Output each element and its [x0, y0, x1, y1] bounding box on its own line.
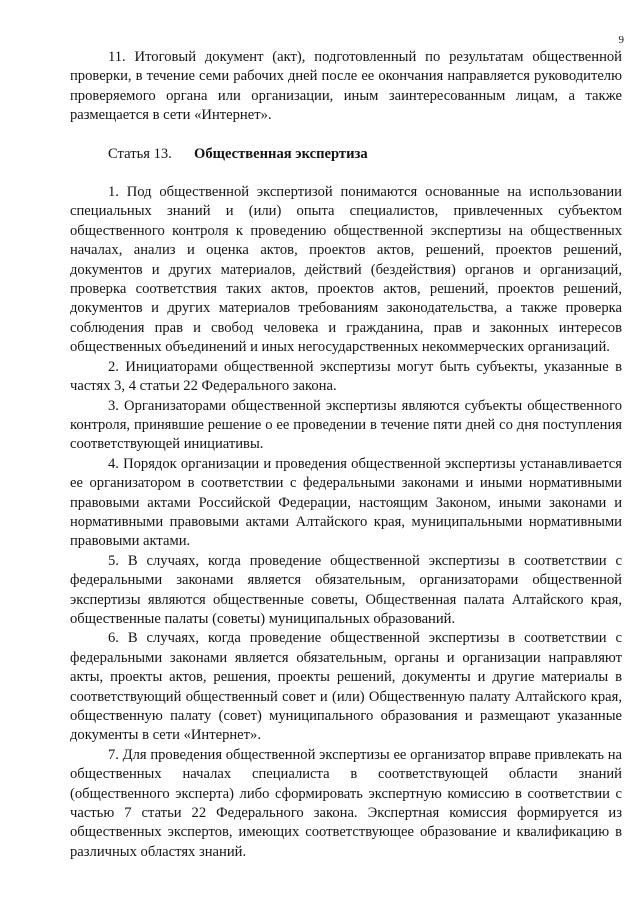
article-paragraph-2: 2. Инициаторами общественной экспертизы могут быть субъекты, указанные в частях 3, 4 статьи 22 Федерального закона. [70, 358, 622, 395]
article-paragraph-5: 5. В случаях, когда проведение общественной экспертизы в соответствии с федеральными законами является обязательным, организаторами общественной экспертизы являются общественные советы, Общественная палата Алтайского края, общественные палаты (советы) муниципальных образований. [70, 552, 622, 627]
article-paragraph-4: 4. Порядок организации и проведения общественной экспертизы устанавливается ее организатором в соответствии с федеральными законами и иными нормативными правовыми актами Российской Федерации, настоящим Законом, иными законами и нормативными правовыми актами Алтайского края, муниципальными нормативными правовыми актами. [70, 455, 622, 550]
article-number: Статья 13. [108, 145, 172, 162]
article-title: Общественная экспертиза [194, 145, 368, 162]
article-paragraph-1: 1. Под общественной экспертизой понимаются основанные на использовании специальных знаний и (или) опыта специалистов, привлеченных субъектом общественного контроля к проведению общественной экспертизы на общественных началах, анализ и оценка актов, проектов актов, решений, проектов решений, документов и других материалов, действий (бездействия) органов и организаций, проверка соответствия таких актов, проектов актов, решений, проектов решений, документов и других материалов требованиям законодательства, а также проверка соблюдения прав и свобод человека и гражданина, прав и законных интересов общественных объединений и иных негосударственных некоммерческих организаций. [70, 184, 622, 356]
document-body [70, 48, 622, 862]
article-paragraph-3: 3. Организаторами общественной экспертизы являются субъекты общественного контроля, принявшие решение о ее проведении в течение пяти дней со дня поступления соответствующей инициативы. [70, 397, 622, 453]
paragraph-11: 11. Итоговый документ (акт), подготовленный по результатам общественной проверки, в течение семи рабочих дней после ее окончания направляется руководителю проверяемого органа или организации, иным заинтересованным лицам, а также размещается в сети «Интернет». [70, 49, 622, 124]
article-paragraph-7: 7. Для проведения общественной экспертизы ее организатор вправе привлекать на общественных началах специалиста в соответствующей области знаний (общественного эксперта) либо сформировать экспертную комиссию в соответствии с частью 7 статьи 22 Федерального закона. Экспертная комиссия формируется из общественных экспертов, имеющих соответствующее образование и квалификацию в различных областях знаний. [70, 746, 622, 860]
article-heading [70, 145, 622, 164]
spacer [70, 164, 622, 183]
page-number: 9 [618, 34, 624, 46]
spacer [70, 126, 622, 145]
article-paragraph-6: 6. В случаях, когда проведение общественной экспертизы в соответствии с федеральными законами является обязательным, органы и организации направляют акты, проекты актов, решения, проекты решений, документы и другие материалы в соответствующий общественный совет и (или) Общественную палату Алтайского края, общественную палату (совет) муниципального образования и размещают указанные документы в сети «Интернет». [70, 630, 622, 744]
